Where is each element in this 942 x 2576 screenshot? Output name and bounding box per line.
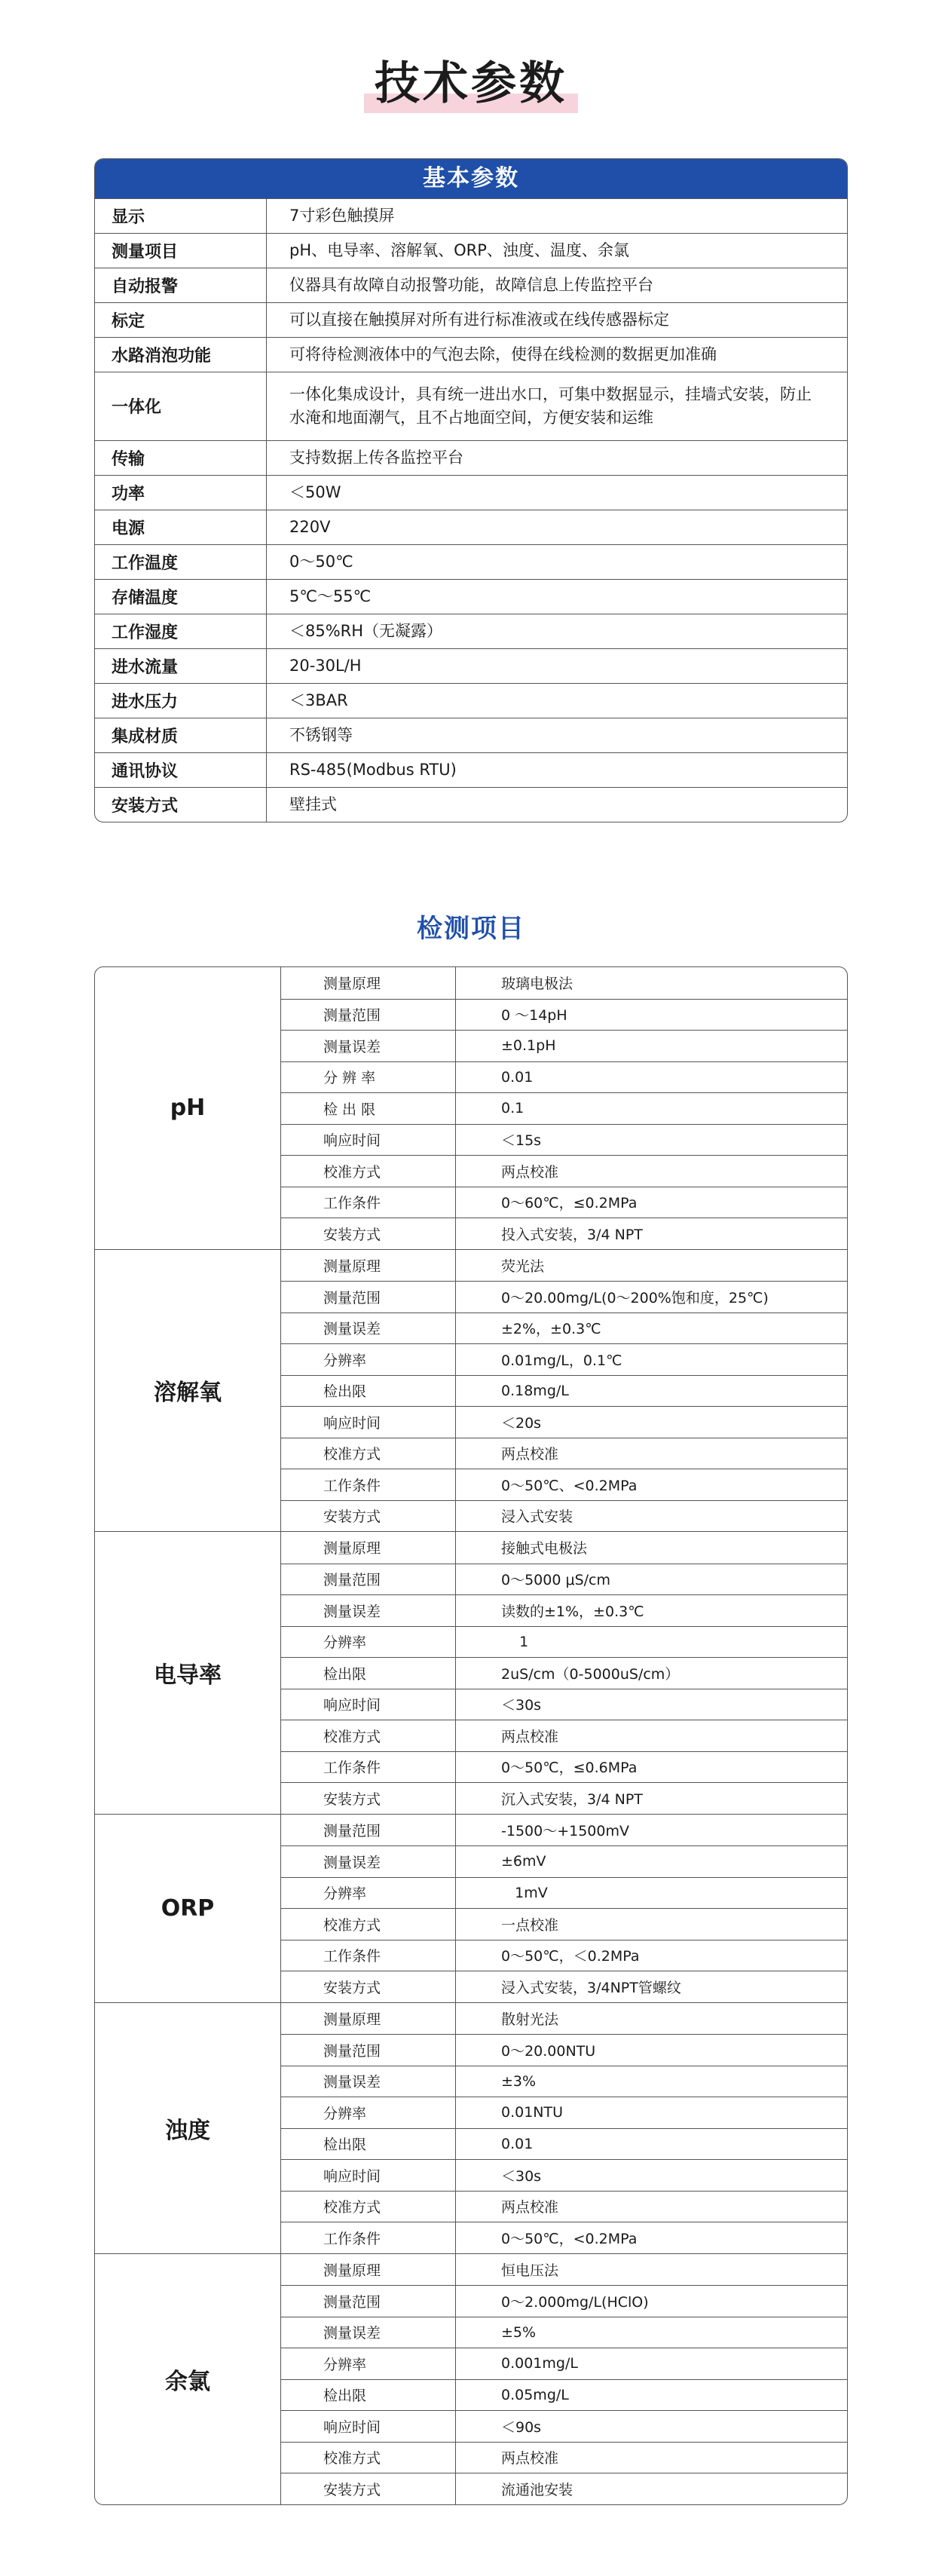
detect-group — [95, 1249, 847, 1532]
detect-row — [281, 1030, 847, 1061]
basic-param-value: 20-30L/H — [289, 656, 362, 675]
detect-value: 0.1 — [501, 1100, 525, 1117]
detect-row — [281, 967, 847, 999]
detect-row — [281, 1564, 847, 1595]
detect-row — [281, 1845, 847, 1877]
detect-param: 安装方式 — [281, 2473, 456, 2504]
detect-param: 测量误差 — [281, 1313, 456, 1344]
detect-value: 恒电压法 — [501, 2262, 559, 2279]
detect-value: 0～20.00mg/L(0～200%饱和度，25℃) — [501, 1289, 769, 1306]
detect-value: 浸入式安装，3/4NPT管螺纹 — [501, 1979, 681, 1996]
detect-group-name: 浊度 — [95, 2003, 281, 2253]
basic-param-value: 220V — [289, 517, 331, 536]
basic-param-row — [95, 233, 847, 268]
detect-group — [95, 2002, 847, 2253]
detect-row — [281, 2442, 847, 2473]
detect-row — [281, 1971, 847, 2002]
detect-group-rows — [281, 967, 847, 1249]
detect-row — [281, 1187, 847, 1218]
detect-param: 检 出 限 — [281, 1093, 456, 1124]
basic-param-value: RS-485(Modbus RTU) — [289, 760, 457, 779]
basic-param-key: 显示 — [95, 199, 267, 233]
detect-param: 分 辨 率 — [281, 1062, 456, 1093]
detect-param: 安装方式 — [281, 1783, 456, 1814]
basic-param-key: 存储温度 — [95, 580, 267, 614]
detect-row — [281, 1815, 847, 1846]
detect-value: ＜30s — [501, 2167, 542, 2185]
detect-section-title: 检测项目 — [417, 914, 525, 944]
detect-group-rows — [281, 1815, 847, 2002]
page-title-wrap — [0, 50, 942, 118]
basic-param-key: 进水压力 — [95, 684, 267, 718]
detect-group-rows — [281, 1250, 847, 1532]
detect-value: 0～5000 μS/cm — [501, 1572, 610, 1589]
detect-value: ±0.1pH — [501, 1037, 556, 1055]
detect-param: 校准方式 — [281, 2192, 456, 2222]
detect-row — [281, 1469, 847, 1500]
detect-value: 两点校准 — [501, 2199, 559, 2216]
detect-value: 两点校准 — [501, 1728, 559, 1745]
detect-row — [281, 1313, 847, 1344]
detect-param: 分辨率 — [281, 2348, 456, 2379]
detect-value: 0～50℃，<0.2MPa — [501, 2230, 638, 2247]
basic-param-value: 7寸彩色触摸屏 — [289, 206, 395, 225]
detect-param: 分辨率 — [281, 2097, 456, 2128]
detect-param: 响应时间 — [281, 2411, 456, 2442]
detect-value: 荧光法 — [501, 1257, 545, 1275]
basic-param-key: 水路消泡功能 — [95, 338, 267, 372]
detect-param: 测量原理 — [281, 1532, 456, 1564]
detect-row — [281, 999, 847, 1031]
detect-value: 玻璃电极法 — [501, 976, 573, 993]
detect-value: ＜30s — [501, 1697, 542, 1714]
detect-row — [281, 1406, 847, 1438]
basic-param-value: 0～50℃ — [289, 552, 353, 571]
basic-param-row — [95, 544, 847, 579]
detect-value: 两点校准 — [501, 1446, 559, 1463]
detect-value: 接触式电极法 — [501, 1540, 588, 1558]
detect-group-name: 余氯 — [95, 2254, 281, 2504]
detect-value: 两点校准 — [501, 2450, 559, 2467]
basic-param-key: 安装方式 — [95, 788, 267, 822]
detect-row — [281, 1155, 847, 1187]
detect-param: 测量误差 — [281, 1595, 456, 1626]
detect-value: 0～50℃，＜0.2MPa — [501, 1948, 640, 1965]
detect-group — [95, 2253, 847, 2504]
detect-row — [281, 1343, 847, 1375]
detect-param: 分辨率 — [281, 1878, 456, 1909]
detect-row — [281, 1532, 847, 1564]
detect-row — [281, 2066, 847, 2097]
detect-group-rows — [281, 1532, 847, 1814]
basic-param-key: 工作温度 — [95, 545, 267, 579]
detect-value: 1 — [501, 1633, 529, 1650]
basic-param-row — [95, 752, 847, 787]
detect-param: 安装方式 — [281, 1218, 456, 1249]
detect-param: 测量误差 — [281, 2317, 456, 2348]
detect-value: ±3% — [501, 2072, 537, 2090]
detect-row — [281, 1438, 847, 1469]
detect-param: 校准方式 — [281, 1156, 456, 1187]
detect-group — [95, 1531, 847, 1814]
detect-row — [281, 1375, 847, 1407]
detect-row — [281, 1782, 847, 1814]
detect-param: 检出限 — [281, 2129, 456, 2160]
basic-param-row — [95, 440, 847, 475]
detect-param: 校准方式 — [281, 1720, 456, 1751]
detect-value: -1500～+1500mV — [501, 1822, 629, 1839]
detect-row — [281, 2410, 847, 2442]
detect-row — [281, 1218, 847, 1249]
detect-row — [281, 2003, 847, 2035]
basic-param-value: 可以直接在触摸屏对所有进行标准液或在线传感器标定 — [289, 310, 669, 329]
detect-value: 2uS/cm（0-5000uS/cm） — [501, 1665, 680, 1683]
detect-row — [281, 1751, 847, 1783]
detect-param: 测量范围 — [281, 1815, 456, 1846]
detection-items-table — [94, 966, 848, 2505]
page-title — [364, 50, 578, 118]
detect-row — [281, 2128, 847, 2160]
basic-parameters-table — [94, 158, 848, 822]
detect-param: 测量误差 — [281, 2066, 456, 2097]
basic-param-value: 仪器具有故障自动报警功能，故障信息上传监控平台 — [289, 275, 653, 294]
basic-param-key: 测量项目 — [95, 234, 267, 268]
detect-value: 散射光法 — [501, 2011, 559, 2028]
detect-row — [281, 1250, 847, 1282]
basic-param-row — [95, 475, 847, 510]
basic-param-row — [95, 718, 847, 752]
detect-param: 检出限 — [281, 2380, 456, 2411]
detect-param: 响应时间 — [281, 1407, 456, 1438]
basic-param-value: 支持数据上传各监控平台 — [289, 448, 463, 467]
detect-param: 测量范围 — [281, 2035, 456, 2066]
basic-param-key: 标定 — [95, 303, 267, 337]
basic-param-row — [95, 648, 847, 683]
basic-param-key: 自动报警 — [95, 268, 267, 302]
detect-param: 分辨率 — [281, 1627, 456, 1658]
detect-row — [281, 2473, 847, 2504]
detect-row — [281, 1594, 847, 1626]
detect-row — [281, 1720, 847, 1751]
detect-value: 浸入式安装 — [501, 1509, 573, 1526]
detect-row — [281, 2317, 847, 2348]
detect-group-name: ORP — [95, 1815, 281, 2002]
detect-value: 0～2.000mg/L(HClO) — [501, 2293, 649, 2311]
basic-param-row — [95, 302, 847, 337]
detect-row — [281, 2222, 847, 2253]
detect-param: 校准方式 — [281, 1909, 456, 1940]
basic-param-value: 一体化集成设计，具有统一进出水口，可集中数据显示，挂墙式安装，防止水淹和地面潮气，且不占地面空间，方便安装和运维 — [289, 384, 812, 427]
detect-row — [281, 2159, 847, 2191]
basic-param-row — [95, 268, 847, 302]
detect-param: 安装方式 — [281, 1501, 456, 1532]
basic-param-key: 电源 — [95, 510, 267, 544]
detect-row — [281, 2254, 847, 2286]
detect-param: 测量原理 — [281, 1250, 456, 1282]
detect-value: 0～50℃、<0.2MPa — [501, 1477, 638, 1494]
detect-value: 0～60℃，≤0.2MPa — [501, 1195, 638, 1212]
detect-value: 0.01 — [501, 2135, 534, 2152]
detect-value: ±5% — [501, 2323, 537, 2341]
basic-param-row — [95, 683, 847, 718]
detect-value: ＜90s — [501, 2418, 542, 2436]
detect-row — [281, 2379, 847, 2411]
basic-param-key: 功率 — [95, 476, 267, 510]
basic-param-key: 集成材质 — [95, 718, 267, 752]
detect-param: 响应时间 — [281, 1689, 456, 1720]
basic-param-row — [95, 337, 847, 372]
basic-param-key: 工作湿度 — [95, 614, 267, 648]
detect-param: 测量范围 — [281, 2286, 456, 2317]
basic-param-key: 一体化 — [95, 372, 267, 440]
detect-param: 响应时间 — [281, 2160, 456, 2191]
basic-param-row — [95, 787, 847, 822]
detect-value: 两点校准 — [501, 1163, 559, 1181]
detect-value: 读数的±1%，±0.3℃ — [501, 1603, 644, 1620]
basic-parameters-header: 基本参数 — [95, 159, 847, 198]
detect-value: 0～50℃，≤0.6MPa — [501, 1760, 638, 1777]
detect-value: 0.001mg/L — [501, 2355, 578, 2372]
detect-param: 响应时间 — [281, 1125, 456, 1156]
detect-value: 0.05mg/L — [501, 2386, 569, 2403]
basic-param-row — [95, 510, 847, 544]
detect-row — [281, 2285, 847, 2317]
detect-row — [281, 2191, 847, 2222]
detect-row — [281, 1281, 847, 1313]
basic-param-value: ＜50W — [289, 482, 341, 501]
detect-param: 工作条件 — [281, 1469, 456, 1500]
detect-row — [281, 1500, 847, 1532]
detect-value: ＜20s — [501, 1414, 542, 1432]
detect-param: 工作条件 — [281, 2222, 456, 2253]
detect-group — [95, 1814, 847, 2002]
basic-param-value: ＜85%RH（无凝露） — [289, 621, 443, 640]
basic-param-row — [95, 198, 847, 233]
detect-param: 校准方式 — [281, 1438, 456, 1469]
detect-row — [281, 1940, 847, 1971]
basic-param-key: 传输 — [95, 441, 267, 475]
detect-group — [95, 967, 847, 1249]
basic-parameters-rows — [95, 198, 847, 822]
basic-param-row — [95, 614, 847, 648]
detect-param: 检出限 — [281, 1658, 456, 1689]
detect-param: 安装方式 — [281, 1971, 456, 2002]
detect-param: 工作条件 — [281, 1940, 456, 1971]
detect-row — [281, 2348, 847, 2379]
detect-row — [281, 1657, 847, 1689]
detect-param: 分辨率 — [281, 1344, 456, 1375]
detect-row — [281, 1626, 847, 1658]
detect-group-rows — [281, 2003, 847, 2253]
detect-value: 0.01mg/L，0.1℃ — [501, 1352, 622, 1369]
detect-param: 检出限 — [281, 1376, 456, 1407]
detect-value: 1mV — [501, 1884, 548, 1901]
basic-param-value: ＜3BAR — [289, 691, 348, 709]
basic-param-row — [95, 372, 847, 440]
detect-param: 测量范围 — [281, 1282, 456, 1313]
detect-value: 0～20.00NTU — [501, 2042, 596, 2060]
detect-row — [281, 2034, 847, 2066]
detect-value: 0.18mg/L — [501, 1382, 569, 1399]
detect-row — [281, 1877, 847, 1909]
detect-param: 工作条件 — [281, 1752, 456, 1783]
detect-value: ＜15s — [501, 1132, 542, 1150]
basic-param-key: 进水流量 — [95, 649, 267, 683]
detect-value: 0.01 — [501, 1068, 534, 1086]
detect-row — [281, 1124, 847, 1156]
basic-param-value: 可将待检测液体中的气泡去除，使得在线检测的数据更加准确 — [289, 345, 717, 363]
detect-row — [281, 1908, 847, 1940]
detect-param: 测量范围 — [281, 1000, 456, 1031]
detect-param: 校准方式 — [281, 2443, 456, 2473]
detect-value: 流通池安装 — [501, 2481, 573, 2498]
basic-param-value: 5℃～55℃ — [289, 587, 372, 605]
detect-param: 测量原理 — [281, 967, 456, 999]
detect-param: 测量原理 — [281, 2254, 456, 2286]
detect-row — [281, 1061, 847, 1093]
detect-value: 0.01NTU — [501, 2104, 564, 2121]
detect-row — [281, 2097, 847, 2128]
basic-param-value: 壁挂式 — [289, 795, 337, 813]
detect-row — [281, 1689, 847, 1720]
detect-value: 0 ～14pH — [501, 1007, 567, 1025]
detect-group-name: 电导率 — [95, 1532, 281, 1814]
detect-group-rows — [281, 2254, 847, 2504]
basic-param-value: 不锈钢等 — [289, 725, 353, 744]
detect-row — [281, 1092, 847, 1124]
detect-param: 测量原理 — [281, 2003, 456, 2035]
detect-param: 测量误差 — [281, 1846, 456, 1877]
detect-value: 一点校准 — [501, 1916, 559, 1934]
basic-param-key: 通讯协议 — [95, 753, 267, 787]
detect-value: ±2%，±0.3℃ — [501, 1321, 601, 1338]
page-title-text: 技术参数 — [375, 57, 567, 110]
detect-value: ±6mV — [501, 1853, 546, 1870]
basic-param-value: pH、电导率、溶解氧、ORP、浊度、温度、余氯 — [289, 240, 629, 259]
detect-param: 工作条件 — [281, 1187, 456, 1218]
detect-value: 投入式安装，3/4 NPT — [501, 1226, 643, 1243]
detect-param: 测量误差 — [281, 1031, 456, 1061]
detect-value: 沉入式安装，3/4 NPT — [501, 1790, 643, 1808]
detect-group-name: 溶解氧 — [95, 1250, 281, 1532]
detect-group-name: pH — [95, 967, 281, 1249]
detect-param: 测量范围 — [281, 1564, 456, 1595]
basic-param-row — [95, 579, 847, 614]
